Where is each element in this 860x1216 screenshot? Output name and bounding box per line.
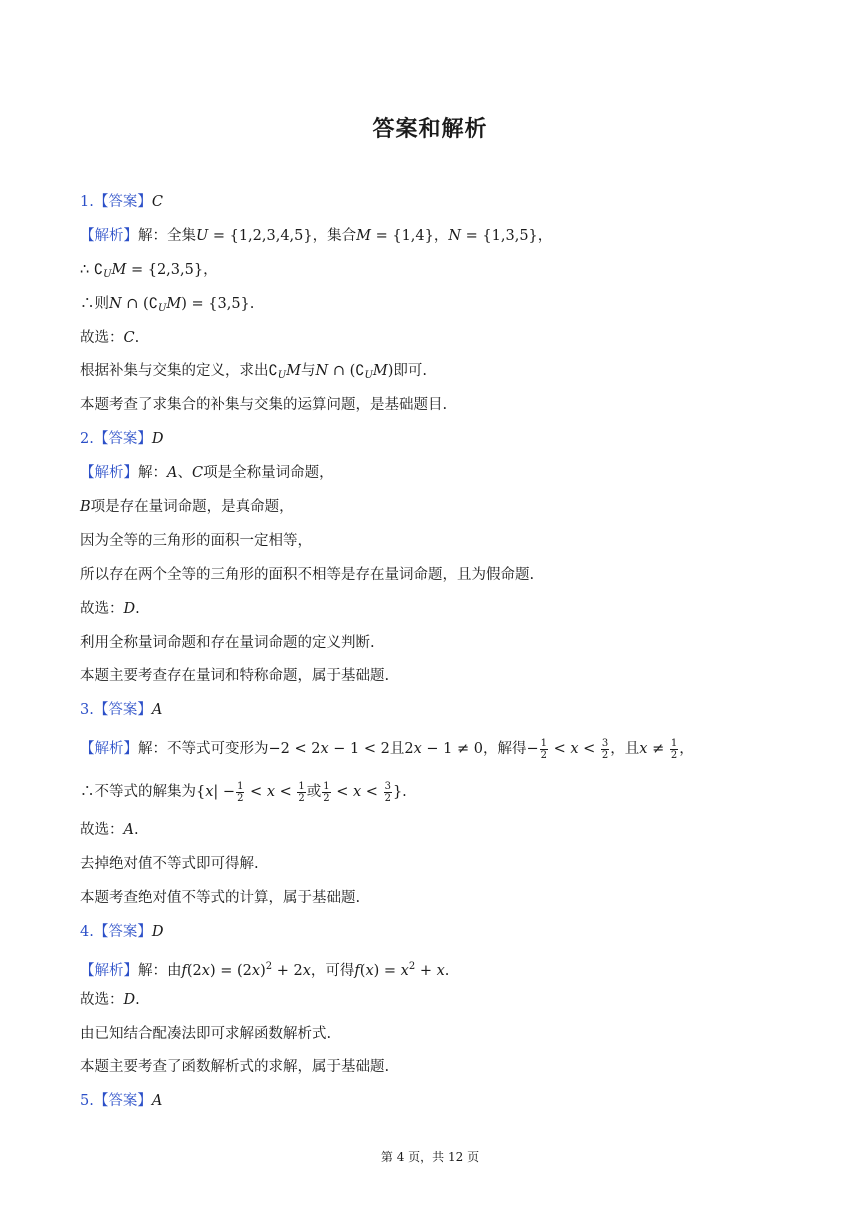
text: | − xyxy=(213,784,236,801)
text: ≠ xyxy=(647,741,669,758)
text: = {1,3,5}， xyxy=(461,227,553,244)
q1-analysis-line-1 xyxy=(80,220,780,254)
page-footer: 第 4 页，共 12 页 xyxy=(380,1150,480,1164)
math-var: N xyxy=(109,295,122,312)
text: 项是全称量词命题， xyxy=(203,465,334,482)
text: 解： xyxy=(138,465,167,482)
math-var: C xyxy=(123,329,135,346)
numerator: 3 xyxy=(601,737,609,749)
math-var: x xyxy=(251,962,261,979)
math-var: M xyxy=(111,261,127,278)
q2-analysis-tag: 【解析】 xyxy=(80,465,138,482)
text: 所以存在两个全等的三角形的面积不相等是存在量词命题，且为假命题. xyxy=(80,566,535,583)
math-var: D xyxy=(123,991,136,1008)
math-var: x xyxy=(201,962,210,979)
text: 解：由 xyxy=(138,962,182,979)
text: 项是存在量词命题，是真命题， xyxy=(90,499,294,516)
q2-analysis-line-4 xyxy=(80,559,780,593)
text: ) = (2 xyxy=(209,962,252,979)
math-var: f xyxy=(354,962,360,979)
q1-analysis-line-2 xyxy=(80,254,780,288)
numerator: 1 xyxy=(670,737,678,749)
q1-number: 1. xyxy=(80,194,94,210)
math-var: N xyxy=(448,227,462,244)
fraction xyxy=(236,781,244,804)
q3-answer: A xyxy=(151,702,163,719)
denominator: 2 xyxy=(540,749,547,761)
math-var: D xyxy=(123,600,136,617)
text: 解：全集 xyxy=(138,227,196,244)
superscript: 2 xyxy=(408,960,416,972)
text: ) = {3,5}. xyxy=(181,295,255,312)
text: ， xyxy=(679,741,694,758)
text: 本题考查了求集合的补集与交集的运算问题，是基础题目. xyxy=(80,397,448,414)
text: ) xyxy=(260,962,266,979)
text: . xyxy=(135,600,140,617)
math-var: x xyxy=(400,962,409,979)
text: ，且 xyxy=(610,741,640,758)
text: = {1,2,3,4,5}，集合 xyxy=(208,227,357,244)
math-var: x xyxy=(353,784,362,801)
text: 根据补集与交集的定义，求出∁ xyxy=(80,363,278,380)
q2-analysis-line-1 xyxy=(80,457,780,491)
superscript: 2 xyxy=(265,960,273,972)
answer-content xyxy=(80,186,780,1119)
text: 故选： xyxy=(80,991,124,1008)
math-var: A xyxy=(167,465,178,482)
q5-answer-line xyxy=(80,1085,780,1119)
fraction xyxy=(601,738,609,761)
math-var: C xyxy=(191,465,204,482)
math-var: A xyxy=(123,822,134,839)
page-title: 答案和解析 xyxy=(372,117,488,142)
fraction xyxy=(384,781,392,804)
math-var: f xyxy=(181,962,187,979)
text: 由已知结合配凑法即可求解函数解析式. xyxy=(80,1025,332,1042)
q2-analysis-line-3 xyxy=(80,525,780,559)
q4-method-line xyxy=(80,1018,780,1052)
denominator: 2 xyxy=(601,749,609,761)
numerator: 1 xyxy=(298,780,305,792)
q4-choice-line xyxy=(80,984,780,1018)
q3-method-line xyxy=(80,848,780,882)
q3-choice-line xyxy=(80,814,780,848)
text: − 1 < 2且2 xyxy=(328,741,414,758)
math-var: x xyxy=(320,741,329,758)
math-var: x xyxy=(266,784,276,801)
text: ∩ (∁ xyxy=(121,295,158,312)
q2-answer: D xyxy=(151,431,164,448)
q5-answer-tag: 【答案】 xyxy=(93,1093,152,1110)
text: (2 xyxy=(186,962,202,979)
text: )即可. xyxy=(387,363,428,380)
math-var: B xyxy=(80,499,91,516)
text: ( xyxy=(359,962,366,979)
q1-analysis-tag: 【解析】 xyxy=(80,227,138,244)
text: − 1 ≠ 0，解得− xyxy=(421,741,539,758)
q1-answer-tag: 【答案】 xyxy=(93,194,152,210)
q3-analysis-tag: 【解析】 xyxy=(80,741,138,758)
denominator: 2 xyxy=(298,792,305,804)
q2-method-line xyxy=(80,627,780,661)
text: = {1,4}， xyxy=(370,227,449,244)
q1-choice-line xyxy=(80,322,780,356)
q1-method-line xyxy=(80,355,780,389)
text: ∴不等式的解集为{ xyxy=(80,784,206,801)
q1-answer: C xyxy=(151,194,163,210)
text: 或 xyxy=(306,784,322,801)
math-var: M xyxy=(286,363,302,380)
math-var: x xyxy=(436,962,445,979)
math-var: N xyxy=(315,363,329,380)
subscript: U xyxy=(103,268,112,280)
text: ∴ ∁ xyxy=(80,261,104,278)
math-var: x xyxy=(205,784,214,801)
text: 与 xyxy=(301,363,316,380)
text: < xyxy=(578,741,600,758)
text: . xyxy=(135,991,140,1008)
math-var: x xyxy=(302,962,311,979)
text: 解：不等式可变形为−2 < 2 xyxy=(138,741,321,758)
fraction xyxy=(322,781,330,804)
q4-analysis-tag: 【解析】 xyxy=(80,962,138,979)
q2-choice-line xyxy=(80,593,780,627)
text: < xyxy=(275,784,297,801)
q3-analysis-line-2 xyxy=(80,771,780,814)
math-var: x xyxy=(639,741,648,758)
subscript: U xyxy=(157,302,167,314)
q4-number: 4. xyxy=(80,923,94,940)
q3-summary-line xyxy=(80,882,780,916)
text: ∴则 xyxy=(80,295,109,312)
text: = {2,3,5}， xyxy=(126,261,218,278)
q4-summary-line xyxy=(80,1051,780,1085)
text: ) = xyxy=(373,962,401,979)
numerator: 1 xyxy=(540,737,547,749)
fraction xyxy=(540,738,548,761)
math-var: x xyxy=(365,962,374,979)
text: . xyxy=(134,329,140,346)
numerator: 1 xyxy=(323,780,330,792)
fraction xyxy=(670,738,678,761)
q4-analysis-line-1 xyxy=(80,950,780,984)
q3-analysis-line-1 xyxy=(80,728,780,771)
text: < xyxy=(331,784,354,801)
subscript: U xyxy=(364,370,373,382)
denominator: 2 xyxy=(384,792,391,804)
text: < xyxy=(361,784,383,801)
text: ∩ (∁ xyxy=(328,363,365,380)
q3-number: 3. xyxy=(80,702,94,719)
text: ，可得 xyxy=(310,962,355,979)
text: }. xyxy=(392,784,407,801)
q4-answer-tag: 【答案】 xyxy=(93,923,152,940)
math-var: x xyxy=(570,741,579,758)
denominator: 2 xyxy=(323,792,330,804)
q2-summary-line xyxy=(80,660,780,694)
text: 利用全称量词命题和存在量词命题的定义判断. xyxy=(80,634,375,651)
text: . xyxy=(133,822,139,839)
text: 本题主要考查存在量词和特称命题，属于基础题. xyxy=(80,668,390,685)
text: 本题主要考查了函数解析式的求解，属于基础题. xyxy=(80,1059,390,1076)
math-var: M xyxy=(372,363,388,380)
text: + xyxy=(415,962,437,979)
q2-analysis-line-2 xyxy=(80,491,780,525)
q2-answer-line xyxy=(80,423,780,457)
math-var: M xyxy=(356,227,371,244)
q2-number: 2. xyxy=(80,431,94,448)
text: < xyxy=(548,741,571,758)
numerator: 3 xyxy=(384,780,391,792)
numerator: 1 xyxy=(237,780,244,792)
text: 本题考查绝对值不等式的计算，属于基础题. xyxy=(80,890,361,907)
text: 因为全等的三角形的面积一定相等， xyxy=(80,532,312,549)
q5-number: 5. xyxy=(80,1093,94,1110)
q5-answer: A xyxy=(151,1093,163,1110)
text: 故选： xyxy=(80,822,124,839)
denominator: 2 xyxy=(237,792,244,804)
text: + 2 xyxy=(272,962,303,979)
q1-analysis-line-3 xyxy=(80,288,780,322)
q4-answer-line xyxy=(80,916,780,950)
text: . xyxy=(444,962,450,979)
q3-answer-tag: 【答案】 xyxy=(93,702,152,719)
math-var: x xyxy=(413,741,422,758)
math-var: U xyxy=(196,227,209,244)
q4-answer: D xyxy=(151,923,164,940)
text: 、 xyxy=(177,465,192,482)
q2-answer-tag: 【答案】 xyxy=(93,431,152,448)
text: 故选： xyxy=(80,329,124,346)
text: < xyxy=(245,784,267,801)
q1-summary-line xyxy=(80,389,780,423)
text: 故选： xyxy=(80,600,124,617)
math-var: M xyxy=(166,295,182,312)
q3-answer-line xyxy=(80,694,780,728)
fraction xyxy=(297,781,305,804)
subscript: U xyxy=(277,370,287,382)
denominator: 2 xyxy=(670,749,678,761)
text: 去掉绝对值不等式即可得解. xyxy=(80,856,259,873)
q1-answer-line xyxy=(80,186,780,220)
